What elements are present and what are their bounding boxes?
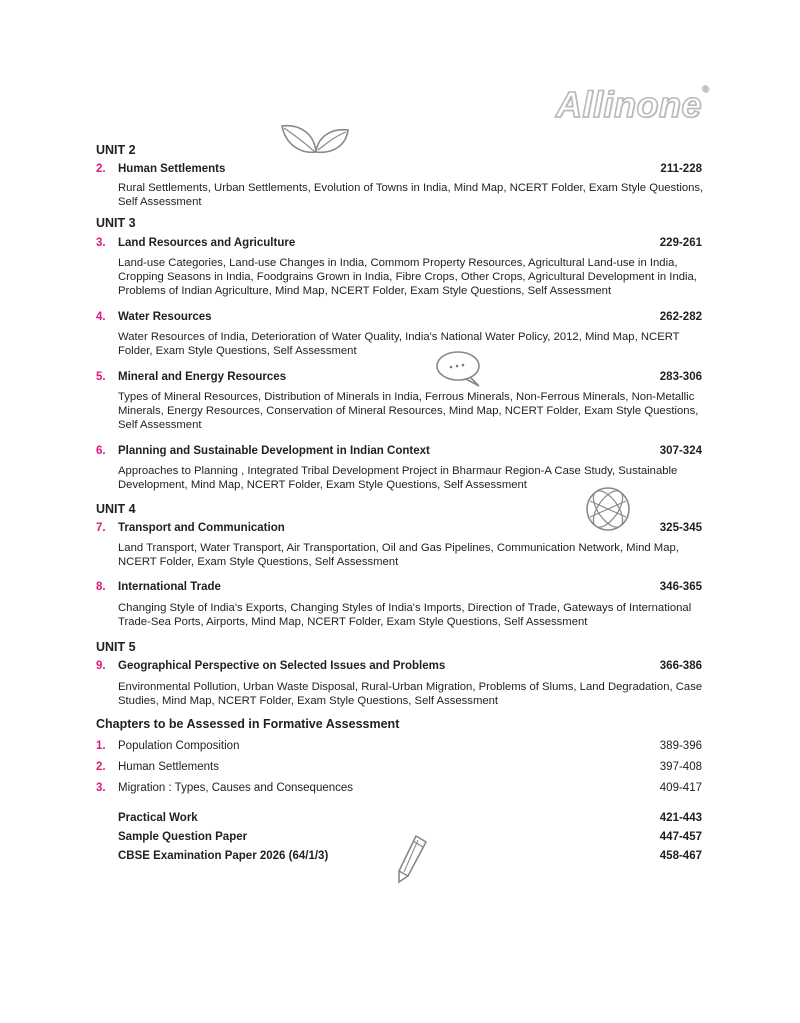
- chapter-topics: Changing Style of India's Exports, Changing Styles of India's Imports, Direction of Trade, Gateways of International Trade-Sea Ports, Airports, Mind Map, NCERT Folder, Exam Style Questions, Self Assessment: [118, 602, 692, 629]
- chapter-title: Water Resources: [118, 311, 212, 323]
- chapter-title: Land Resources and Agriculture: [118, 237, 296, 249]
- chapter-number: 9.: [96, 660, 106, 672]
- page-range: 421-443: [659, 812, 702, 824]
- page-range: 229-261: [659, 237, 702, 249]
- page-range: 447-457: [659, 831, 702, 843]
- chapter-topics: Approaches to Planning , Integrated Tribal Development Project in Bharmaur Region-A Case Study, Sustainable Development, Mind Map, NCERT Folder, Exam Style Questions, Self Assessment: [118, 465, 678, 492]
- item-title: Human Settlements: [118, 761, 219, 773]
- chapter-title: Geographical Perspective on Selected Issues and Problems: [118, 660, 446, 672]
- page-range: 211-228: [660, 163, 702, 175]
- unit-heading: UNIT 2: [96, 143, 136, 157]
- extra-title: Practical Work: [118, 812, 198, 824]
- chapter-number: 6.: [96, 445, 106, 457]
- item-number: 1.: [96, 740, 106, 752]
- chapter-number: 7.: [96, 522, 106, 534]
- item-title: Migration : Types, Causes and Consequences: [118, 782, 354, 794]
- toc-entry[interactable]: [96, 581, 702, 597]
- chapter-topics: Rural Settlements, Urban Settlements, Evolution of Towns in India, Mind Map, NCERT Folder, Exam Style Questions, Self Assessment: [118, 182, 704, 209]
- toc-entry[interactable]: [96, 311, 702, 327]
- chapter-number: 4.: [96, 311, 106, 323]
- toc-entry[interactable]: [96, 371, 702, 387]
- chapter-topics: Water Resources of India, Deterioration of Water Quality, India's National Water Policy, 2012, Mind Map, NCERT Folder, Exam Style Questions, Self Assessment: [118, 331, 680, 358]
- toc-entry[interactable]: [96, 237, 702, 253]
- item-title: Population Composition: [118, 740, 240, 752]
- extra-entry[interactable]: [96, 812, 702, 828]
- extra-entry[interactable]: [96, 831, 702, 847]
- chapter-number: 8.: [96, 581, 106, 593]
- chapter-topics: Types of Mineral Resources, Distribution of Minerals in India, Ferrous Minerals, Non-Ferrous Minerals, Non-Metallic Minerals, Energy Resources, Conservation of Mineral Resources, Mind Map, NCERT Folder, Exam Style Questions, Self Assessment: [118, 391, 699, 432]
- formative-entry[interactable]: [96, 740, 702, 756]
- page-range: 397-408: [659, 761, 702, 773]
- formative-heading: Chapters to be Assessed in Formative Assessment: [96, 717, 400, 731]
- chapter-number: 5.: [96, 371, 106, 383]
- chapter-topics: Land Transport, Water Transport, Air Transportation, Oil and Gas Pipelines, Communication Network, Mind Map, NCERT Folder, Exam Style Questions, Self Assessment: [118, 542, 679, 569]
- chapter-title: Transport and Communication: [118, 522, 285, 534]
- page-range: 283-306: [659, 371, 702, 383]
- leaf-icon: [278, 122, 352, 160]
- item-number: 2.: [96, 761, 106, 773]
- page-range: 409-417: [659, 782, 702, 794]
- extra-title: CBSE Examination Paper 2026 (64/1/3): [118, 850, 329, 862]
- page-range: 366-386: [659, 660, 702, 672]
- formative-entry[interactable]: [96, 761, 702, 777]
- brand-logo: Allinone®: [556, 84, 710, 125]
- page-range: 307-324: [659, 445, 702, 457]
- formative-entry[interactable]: [96, 782, 702, 798]
- unit-heading: UNIT 4: [96, 502, 136, 516]
- chapter-title: Human Settlements: [118, 163, 226, 175]
- chapter-topics: Environmental Pollution, Urban Waste Disposal, Rural-Urban Migration, Problems of Slums, Land Degradation, Case Studies, Mind Map, NCERT Folder, Exam Style Questions, Self Assessment: [118, 681, 703, 708]
- extra-title: Sample Question Paper: [118, 831, 248, 843]
- chapter-topics: Land-use Categories, Land-use Changes in India, Commom Property Resources, Agricultural Land-use in India, Cropping Seasons in India, Foodgrains Grown in India, Fibre Crops, Other Crops, Agricultural Development in India, Problems of Indian Agriculture, Mind Map, NCERT Folder, Exam Style Questions, Self Assessment: [118, 257, 697, 298]
- chapter-title: Planning and Sustainable Development in Indian Context: [118, 445, 430, 457]
- page-range: 346-365: [659, 581, 702, 593]
- toc-entry[interactable]: [96, 522, 702, 538]
- page-range: 262-282: [659, 311, 702, 323]
- chapter-number: 2.: [96, 163, 106, 175]
- chapter-title: International Trade: [118, 581, 221, 593]
- page-range: 389-396: [659, 740, 702, 752]
- page-range: 325-345: [659, 522, 702, 534]
- toc-entry[interactable]: [96, 660, 702, 676]
- chapter-title: Mineral and Energy Resources: [118, 371, 287, 383]
- item-number: 3.: [96, 782, 106, 794]
- page-range: 458-467: [659, 850, 702, 862]
- toc-entry[interactable]: [96, 163, 702, 179]
- chapter-number: 3.: [96, 237, 106, 249]
- extra-entry[interactable]: [96, 850, 702, 866]
- unit-heading: UNIT 3: [96, 216, 136, 230]
- unit-heading: UNIT 5: [96, 640, 136, 654]
- toc-entry[interactable]: [96, 445, 702, 461]
